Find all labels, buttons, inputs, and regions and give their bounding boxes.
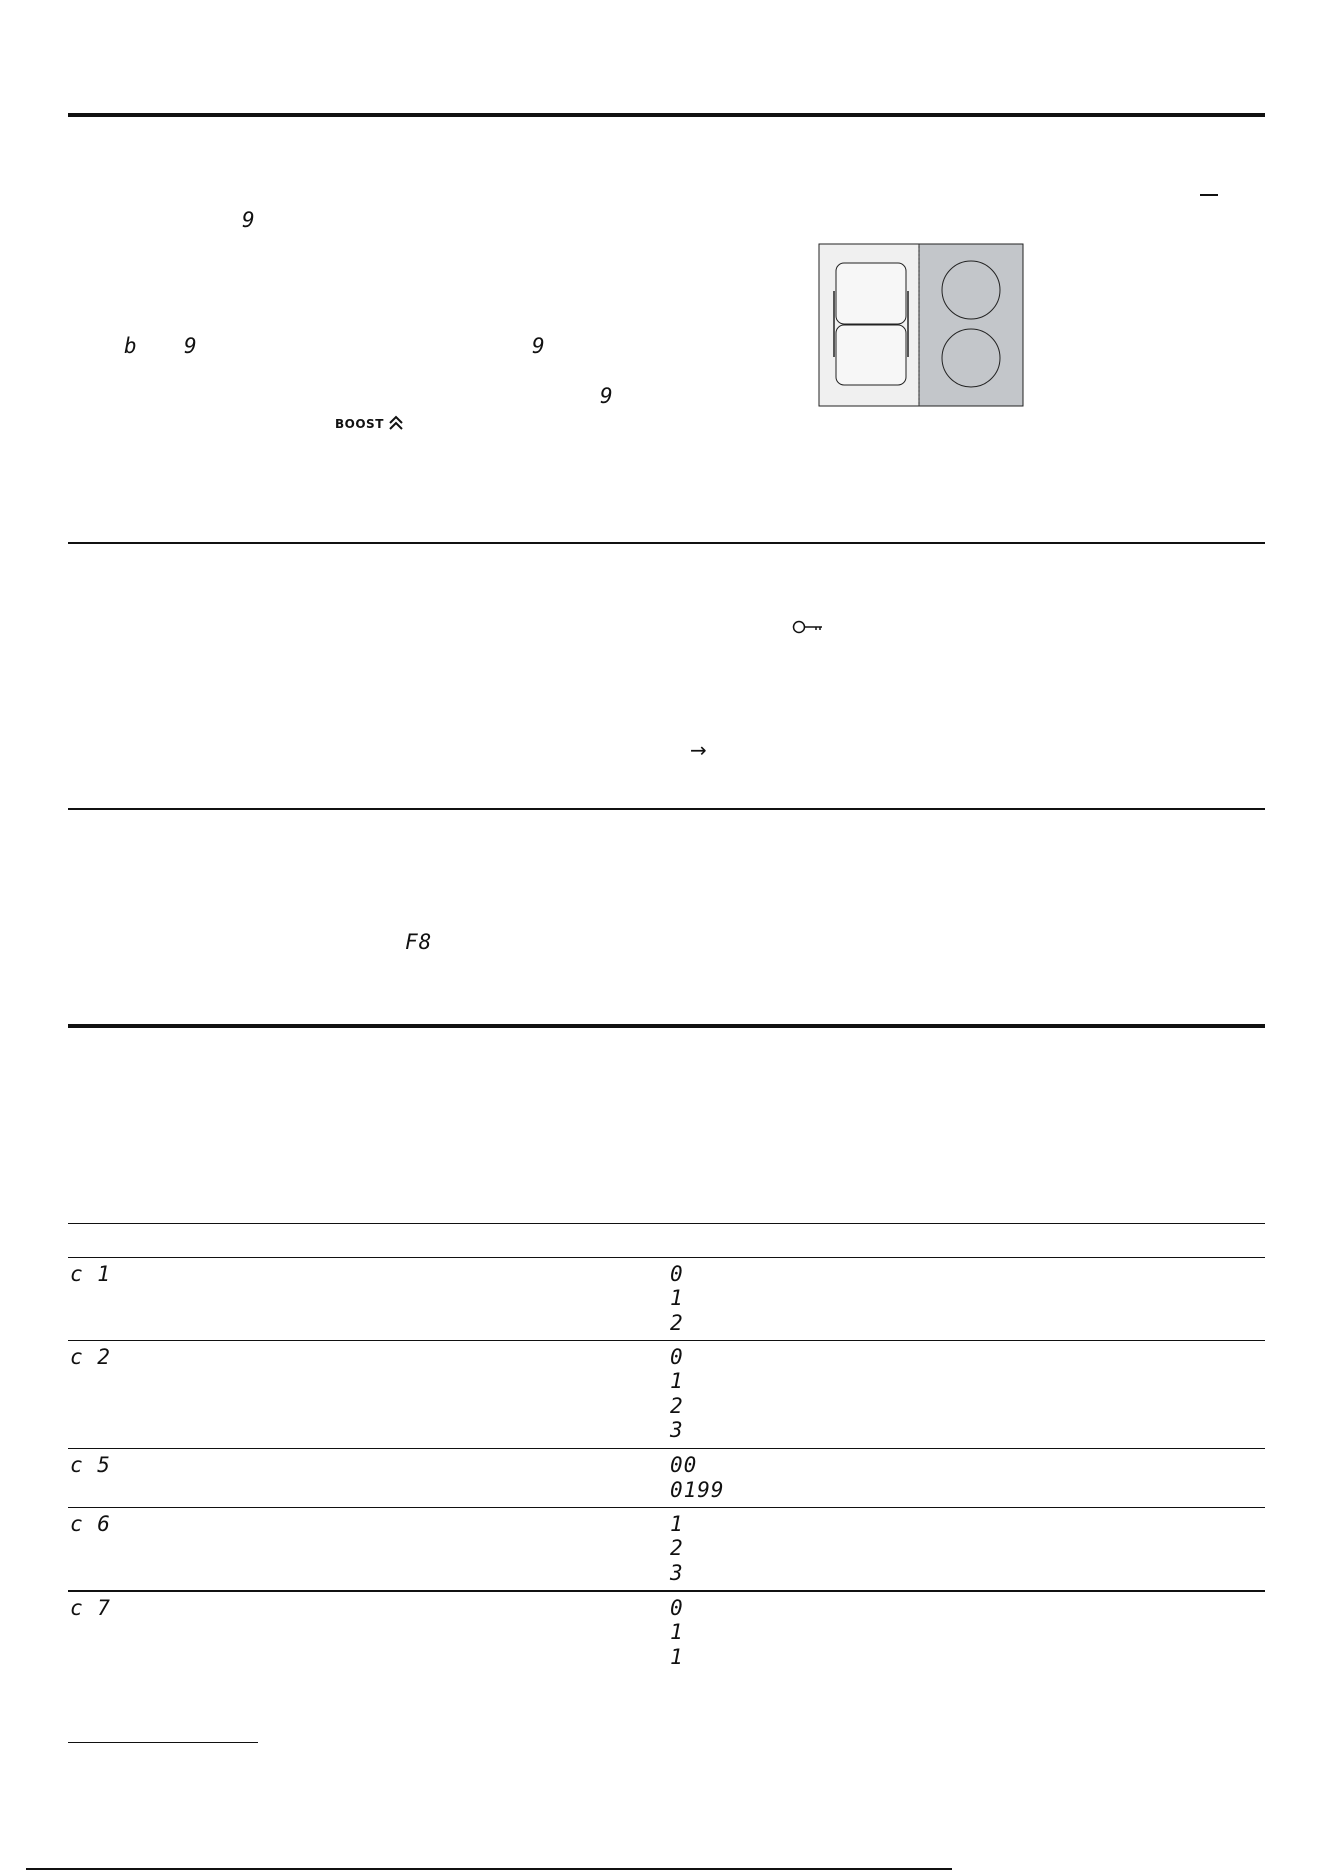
setting-value: 2 bbox=[670, 1311, 684, 1335]
page-bottom-rule bbox=[26, 1868, 952, 1870]
setting-value: 1 bbox=[670, 1369, 684, 1393]
setting-value: 1 bbox=[670, 1620, 684, 1644]
display-digit: 9 bbox=[532, 334, 546, 358]
key-icon bbox=[792, 619, 826, 635]
setting-value: 2 bbox=[670, 1536, 684, 1560]
cooktop-diagram bbox=[818, 243, 1024, 407]
section-divider bbox=[68, 113, 1265, 117]
boost-label: BOOST bbox=[335, 417, 384, 431]
dash-icon bbox=[1200, 193, 1218, 197]
setting-value: 0 bbox=[670, 1262, 684, 1286]
display-digit: 9 bbox=[600, 384, 614, 408]
table-row-rule bbox=[68, 1448, 1265, 1449]
footnote-rule bbox=[68, 1742, 258, 1743]
setting-value: 1 bbox=[670, 1645, 684, 1669]
flex-zone-rear bbox=[836, 325, 906, 385]
error-code: F8 bbox=[405, 930, 433, 954]
setting-value: 0 bbox=[670, 1345, 684, 1369]
display-digit: 9 bbox=[242, 208, 256, 232]
setting-value: 3 bbox=[670, 1561, 684, 1585]
flex-zone-front bbox=[836, 263, 906, 324]
display-digit: 9 bbox=[184, 334, 198, 358]
boost-symbol bbox=[335, 415, 404, 433]
setting-code: c 6 bbox=[70, 1512, 111, 1536]
standard-zones bbox=[919, 244, 1023, 406]
display-digit: b bbox=[124, 334, 138, 358]
setting-value: 1 bbox=[670, 1286, 684, 1310]
setting-code: c 7 bbox=[70, 1596, 111, 1620]
arrow-symbol: → bbox=[690, 738, 707, 762]
setting-code: c 5 bbox=[70, 1453, 111, 1477]
section-divider bbox=[68, 808, 1265, 810]
section-divider bbox=[68, 542, 1265, 544]
setting-code: c 1 bbox=[70, 1262, 111, 1286]
setting-value: 1 bbox=[670, 1512, 684, 1536]
setting-value: 0199 bbox=[670, 1478, 725, 1502]
setting-value: 2 bbox=[670, 1394, 684, 1418]
table-row-rule bbox=[68, 1340, 1265, 1341]
setting-value: 3 bbox=[670, 1418, 684, 1442]
double-chevron-up-icon bbox=[388, 415, 404, 431]
table-row-rule bbox=[68, 1507, 1265, 1508]
setting-value: 00 bbox=[670, 1453, 698, 1477]
table-row-rule bbox=[68, 1590, 1265, 1592]
setting-value: 0 bbox=[670, 1596, 684, 1620]
section-divider bbox=[68, 1024, 1265, 1028]
table-rule bbox=[68, 1257, 1265, 1258]
setting-code: c 2 bbox=[70, 1345, 111, 1369]
table-header-rule bbox=[68, 1223, 1265, 1224]
